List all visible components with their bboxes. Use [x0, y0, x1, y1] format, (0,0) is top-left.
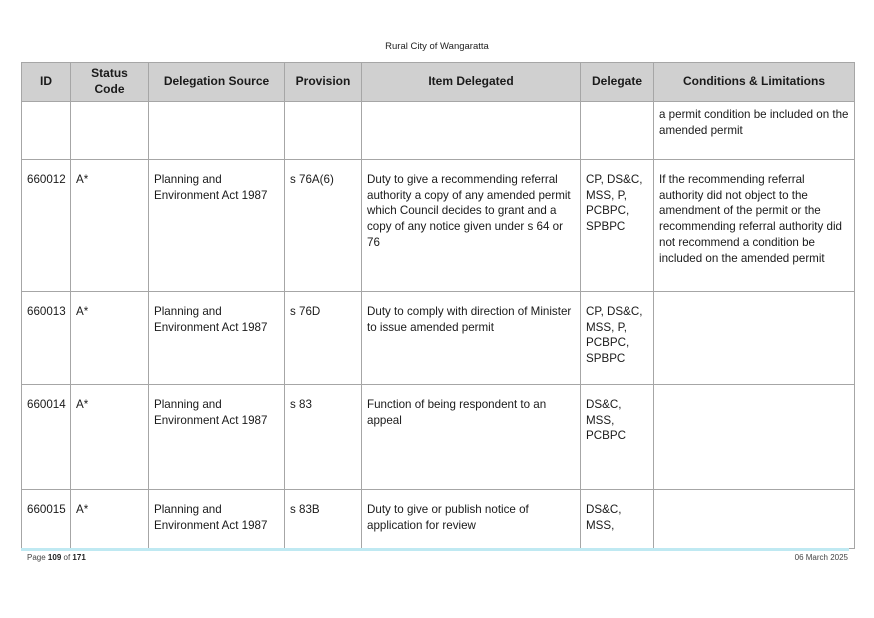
cell-conditions	[654, 292, 855, 385]
cell-status: A*	[71, 160, 149, 292]
cell-source: Planning and Environment Act 1987	[149, 385, 285, 490]
cell-source: Planning and Environment Act 1987	[149, 490, 285, 549]
column-header-delegate: Delegate	[581, 63, 654, 102]
cell-source: Planning and Environment Act 1987	[149, 292, 285, 385]
cell-status: A*	[71, 490, 149, 549]
table-row	[22, 160, 855, 292]
cell-status: A*	[71, 385, 149, 490]
cell-conditions: a permit condition be included on the amended permit	[654, 102, 855, 160]
cell-conditions	[654, 490, 855, 549]
cell-item: Duty to give or publish notice of application for review	[362, 490, 581, 549]
cell-source	[149, 102, 285, 160]
footer-divider	[21, 548, 849, 551]
cell-conditions: If the recommending referral authority did not object to the amendment of the permit or the recommending referral authority did not recommend a condition be included on the amended permit	[654, 160, 855, 292]
cell-item: Duty to comply with direction of Minister to issue amended permit	[362, 292, 581, 385]
table-header-row	[22, 63, 855, 102]
cell-provision: s 83B	[285, 490, 362, 549]
table-row	[22, 292, 855, 385]
cell-item: Duty to give a recommending referral authority a copy of any amended permit which Council decides to grant and a copy of any notice given under s 64 or 76	[362, 160, 581, 292]
cell-id	[22, 102, 71, 160]
column-header-provision: Provision	[285, 63, 362, 102]
cell-provision: s 76A(6)	[285, 160, 362, 292]
page-total: 171	[72, 553, 86, 562]
page-of: of	[63, 553, 71, 562]
table-row	[22, 490, 855, 549]
cell-provision: s 76D	[285, 292, 362, 385]
cell-id: 660012	[22, 160, 71, 292]
document-header: Rural City of Wangaratta	[385, 41, 489, 52]
cell-id: 660015	[22, 490, 71, 549]
column-header-conditions: Conditions & Limitations	[654, 63, 855, 102]
cell-id: 660014	[22, 385, 71, 490]
document-date: 06 March 2025	[794, 553, 848, 562]
cell-conditions	[654, 385, 855, 490]
cell-item: Function of being respondent to an appeal	[362, 385, 581, 490]
cell-delegate: CP, DS&C, MSS, P, PCBPC, SPBPC	[581, 160, 654, 292]
page-number	[27, 553, 86, 562]
cell-item	[362, 102, 581, 160]
page-current: 109	[47, 553, 62, 562]
cell-id: 660013	[22, 292, 71, 385]
column-header-item-delegated: Item Delegated	[362, 63, 581, 102]
cell-delegate: DS&C, MSS,	[581, 490, 654, 549]
cell-delegate	[581, 102, 654, 160]
table-row-continuation	[22, 102, 855, 160]
cell-status: A*	[71, 292, 149, 385]
table-row	[22, 385, 855, 490]
column-header-id: ID	[22, 63, 71, 102]
cell-status	[71, 102, 149, 160]
cell-source: Planning and Environment Act 1987	[149, 160, 285, 292]
column-header-delegation-source: Delegation Source	[149, 63, 285, 102]
cell-provision: s 83	[285, 385, 362, 490]
cell-delegate: CP, DS&C, MSS, P, PCBPC, SPBPC	[581, 292, 654, 385]
page-prefix: Page	[27, 553, 46, 562]
cell-provision	[285, 102, 362, 160]
delegation-table	[21, 62, 855, 549]
column-header-status-code: Status Code	[71, 63, 149, 102]
cell-delegate: DS&C, MSS, PCBPC	[581, 385, 654, 490]
